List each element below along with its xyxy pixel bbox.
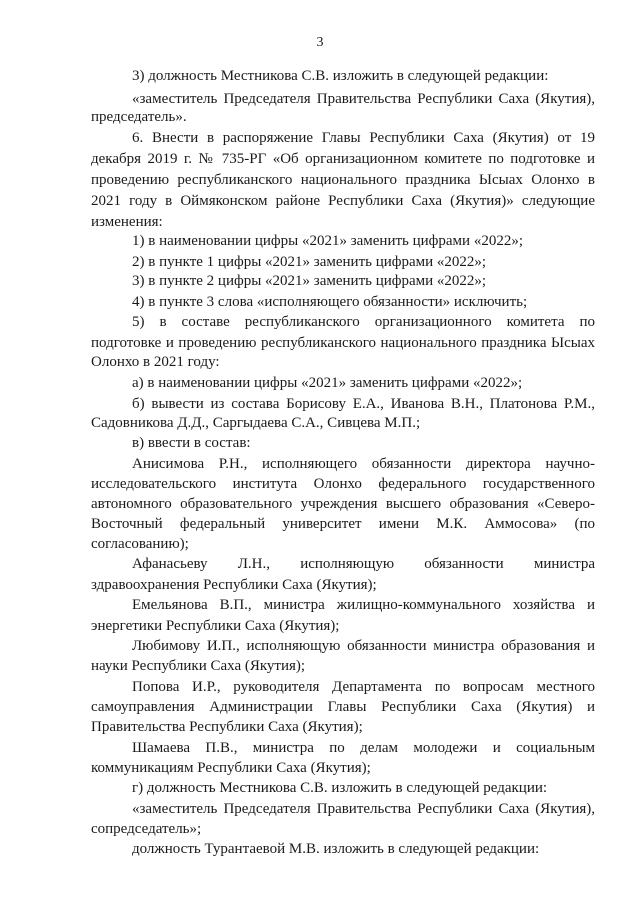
text-line: 2021 году в Оймяконском районе Республики Саха (Якутия)» следующие: [91, 193, 595, 209]
text-line: сопредседатель»;: [91, 821, 202, 837]
text-line: а) в наименовании цифры «2021» заменить цифрами «2022»;: [132, 375, 523, 391]
text-line: исследовательского института Олонхо федерального государственного: [91, 476, 595, 492]
text-line: 3) должность Местникова С.В. изложить в следующей редакции:: [132, 68, 549, 84]
text-line: Любимову И.П., исполняющую обязанности министра образования и: [132, 638, 595, 654]
text-line: автономного образовательного учреждения высшего образования «Северо-: [91, 496, 595, 512]
text-line: должность Турантаевой М.В. изложить в следующей редакции:: [132, 841, 540, 857]
text-line: Шамаева П.В., министра по делам молодежи и социальным: [132, 740, 595, 756]
text-line: изменения:: [91, 214, 163, 230]
text-line: декабря 2019 г. № 735-РГ «Об организационном комитете по подготовке и: [91, 151, 595, 167]
text-line: Емельянова В.П., министра жилищно-коммунального хозяйства и: [132, 597, 595, 613]
text-line: коммуникациям Республики Саха (Якутия);: [91, 760, 371, 776]
text-line: здравоохранения Республики Саха (Якутия);: [91, 577, 377, 593]
text-line: Попова И.Р., руководителя Департамента по вопросам местного: [132, 679, 595, 695]
text-line: науки Республики Саха (Якутия);: [91, 658, 306, 674]
text-line: проведению республиканского национального праздника Ысыах Олонхо в: [91, 172, 595, 188]
text-line: 1) в наименовании цифры «2021» заменить цифрами «2022»;: [132, 233, 523, 249]
text-line: согласованию);: [91, 536, 189, 552]
text-line: Садовникова Д.Д., Саргыдаева С.А., Сивцева М.П.;: [91, 415, 421, 431]
text-line: б) вывести из состава Борисову Е.А., Иванова В.Н., Платонова Р.М.,: [132, 396, 595, 412]
text-line: Анисимова Р.Н., исполняющего обязанности директора научно-: [132, 456, 595, 472]
text-line: г) должность Местникова С.В. изложить в следующей редакции:: [132, 780, 548, 796]
text-line: Правительства Республики Саха (Якутия);: [91, 719, 363, 735]
text-line: 3) в пункте 2 цифры «2021» заменить цифрами «2022»;: [132, 273, 487, 289]
page-number: 3: [316, 35, 324, 50]
text-line: 6. Внести в распоряжение Главы Республики Саха (Якутия) от 19: [132, 130, 595, 146]
text-line: энергетики Республики Саха (Якутия);: [91, 618, 340, 634]
text-line: «заместитель Председателя Правительства Республики Саха (Якутия),: [132, 801, 595, 817]
text-line: Восточный федеральный университет имени М.К. Аммосова» (по: [91, 516, 595, 532]
text-line: подготовке и проведению республиканского национального праздника Ысыах: [91, 335, 595, 351]
text-line: самоуправления Администрации Главы Республики Саха (Якутия) и: [91, 699, 595, 715]
text-line: в) ввести в состав:: [132, 435, 251, 451]
text-line: 5) в составе республиканского организационного комитета по: [132, 314, 595, 330]
text-line: «заместитель Председателя Правительства Республики Саха (Якутия),: [132, 91, 595, 107]
text-line: 2) в пункте 1 цифры «2021» заменить цифрами «2022»;: [132, 254, 487, 270]
text-line: председатель».: [91, 109, 187, 125]
text-line: Олонхо в 2021 году:: [91, 354, 220, 370]
text-line: 4) в пункте 3 слова «исполняющего обязанности» исключить;: [132, 294, 528, 310]
text-line: Афанасьеву Л.Н., исполняющую обязанности министра: [132, 556, 595, 572]
